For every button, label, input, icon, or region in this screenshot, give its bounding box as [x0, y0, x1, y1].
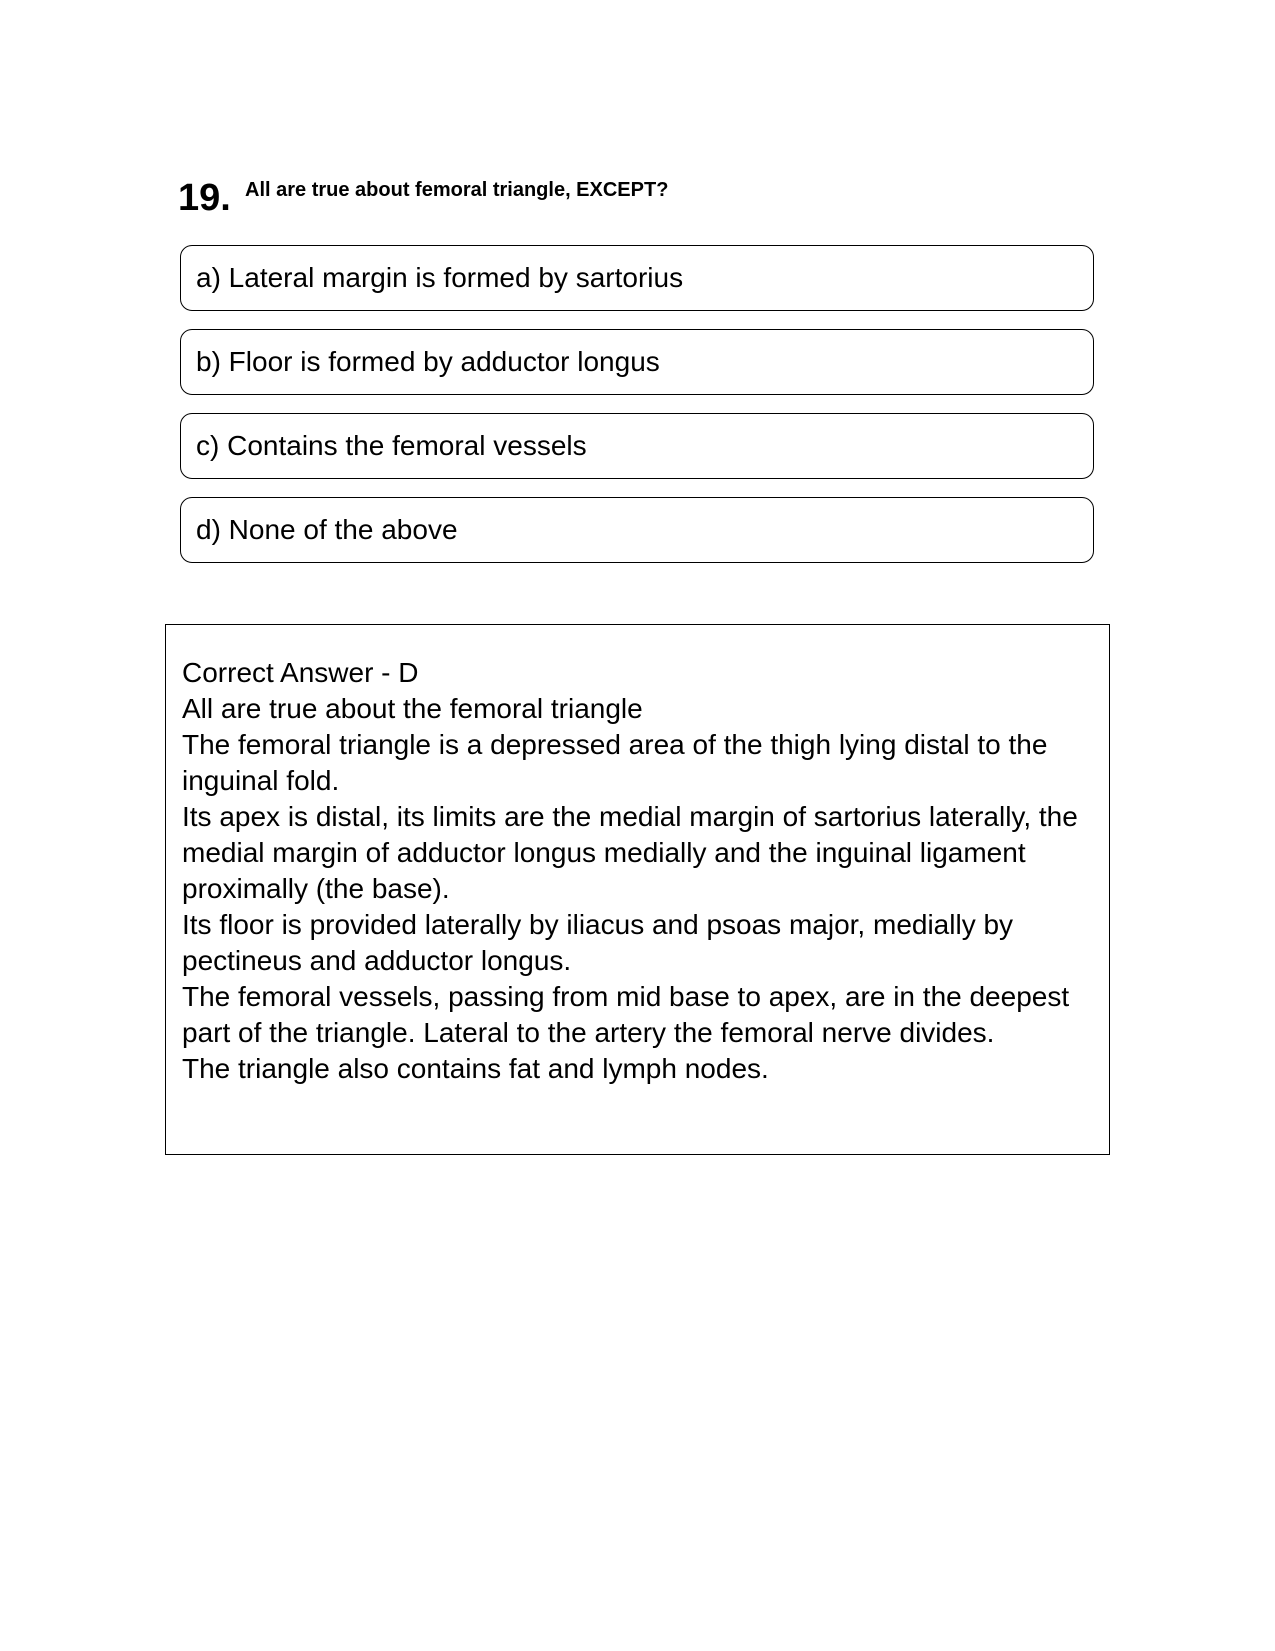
- option-a-label: a) Lateral margin is formed by sartorius: [196, 262, 684, 293]
- question-header: [178, 176, 1098, 236]
- option-c[interactable]: [180, 413, 1094, 479]
- explanation-line: Its apex is distal, its limits are the medial margin of sartorius laterally, the medial margin of adductor longus medially and the inguinal ligament proximally (the base).: [182, 801, 1078, 904]
- question-text: All are true about femoral triangle, EXCEPT?: [245, 179, 669, 201]
- correct-answer-heading: Correct Answer - D: [182, 657, 419, 688]
- answer-explanation-box: [165, 624, 1110, 1155]
- explanation-line: The femoral triangle is a depressed area of the thigh lying distal to the inguinal fold.: [182, 729, 1048, 796]
- option-d[interactable]: [180, 497, 1094, 563]
- question-number: 19.: [178, 177, 231, 219]
- option-b[interactable]: [180, 329, 1094, 395]
- option-a[interactable]: [180, 245, 1094, 311]
- explanation-line: The triangle also contains fat and lymph nodes.: [182, 1053, 769, 1084]
- option-b-label: b) Floor is formed by adductor longus: [196, 346, 660, 377]
- explanation-line: The femoral vessels, passing from mid base to apex, are in the deepest part of the triangle. Lateral to the artery the femoral nerve divides.: [182, 981, 1070, 1048]
- option-d-label: d) None of the above: [196, 514, 458, 545]
- explanation-line: Its floor is provided laterally by iliacus and psoas major, medially by pectineus and adductor longus.: [182, 909, 1014, 976]
- option-c-label: c) Contains the femoral vessels: [196, 430, 587, 461]
- explanation-line: All are true about the femoral triangle: [182, 693, 643, 724]
